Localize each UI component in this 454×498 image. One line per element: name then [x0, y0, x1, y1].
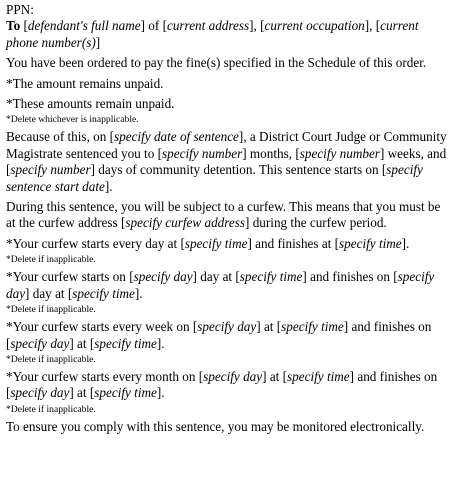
daily-text-1: *Your curfew starts every day at [ [6, 235, 185, 251]
monthly-text-4: ] at [ [69, 385, 95, 401]
sentence-text-4: ] weeks, and [ [6, 145, 447, 178]
monthly-text-2: ] at [ [262, 368, 288, 384]
monthly-start-day-placeholder: specify day [203, 368, 263, 384]
sentence-text-5: ] days of community detention. This sentence starts on [ [90, 162, 387, 178]
months-placeholder: specify number [162, 145, 243, 161]
curfew-paragraph [6, 199, 448, 232]
ordered-paragraph: You have been ordered to pay the fine(s) specified in the Schedule of this order. [6, 55, 427, 71]
sentence-text-2: ], a District Court Judge or Community Magistrate sentenced you to [ [6, 129, 447, 161]
curfew-text-2: ] during the curfew period. [245, 215, 387, 231]
sentence-text-6: ]. [104, 178, 113, 194]
delete-if-note-1: *Delete if inapplicable. [6, 254, 96, 266]
onday-text-5: ]. [134, 285, 143, 301]
onday-end-day-placeholder: specify day [6, 269, 435, 301]
ppn-label: PPN: [6, 2, 34, 17]
onday-end-time-placeholder: specify time [72, 285, 135, 301]
daily-start-time-placeholder: specify time [184, 235, 248, 251]
option-amount-unpaid: *The amount remains unpaid. [6, 75, 164, 91]
monitoring-paragraph: To ensure you comply with this sentence, you may be monitored electronically. [6, 418, 425, 434]
current-address-placeholder: current address [166, 18, 250, 34]
monthly-text-1: *Your curfew starts every month on [ [6, 368, 204, 384]
sentence-text-3: ] months, [ [242, 145, 300, 161]
delete-if-note-3: *Delete if inapplicable. [6, 353, 96, 365]
option-amounts-unpaid: *These amounts remain unpaid. [6, 96, 175, 112]
weekly-text-1: *Your curfew starts every week on [ [6, 319, 198, 335]
weekly-start-day-placeholder: specify day [197, 319, 257, 335]
daily-text-2: ] and finishes at [ [247, 235, 340, 251]
onday-text-3: ] and finishes on [ [302, 269, 398, 285]
delete-if-note-2: *Delete if inapplicable. [6, 304, 96, 316]
days-placeholder: specify number [10, 162, 91, 178]
onday-text-4: ] day at [ [25, 285, 73, 301]
weekly-text-5: ]. [156, 335, 165, 351]
monthly-end-time-placeholder: specify time [94, 385, 157, 401]
curfew-monthly-option [6, 369, 448, 402]
daily-text-3: ]. [401, 235, 410, 251]
weekly-start-time-placeholder: specify time [281, 319, 344, 335]
monthly-end-day-placeholder: specify day [10, 385, 70, 401]
curfew-onday-option [6, 269, 448, 302]
curfew-weekly-option [6, 319, 448, 352]
curfew-daily-option [6, 236, 448, 252]
delete-if-note-4: *Delete if inapplicable. [6, 403, 96, 415]
intro-paragraph: To [defendant's full name] of [current address], [current occupation], [current phone number(s)] [6, 18, 419, 50]
defendant-name-placeholder: defendant's full name [27, 18, 141, 34]
monthly-start-time-placeholder: specify time [287, 368, 350, 384]
onday-text-1: *Your curfew starts on [ [6, 269, 134, 285]
weekly-text-2: ] at [ [256, 319, 282, 335]
current-occupation-placeholder: current occupation [264, 18, 365, 34]
phone-number-placeholder: current phone number(s) [6, 18, 419, 50]
sentence-paragraph [6, 129, 448, 195]
sentence-start-placeholder: specify sentence start date [6, 162, 423, 194]
curfew-address-placeholder: specify curfew address [125, 215, 246, 231]
delete-whichever-note: *Delete whichever is inapplicable. [6, 114, 139, 126]
onday-start-day-placeholder: specify day [133, 269, 193, 285]
onday-text-2: ] day at [ [192, 269, 240, 285]
weeks-placeholder: specify number [299, 145, 380, 161]
daily-end-time-placeholder: specify time [339, 235, 402, 251]
curfew-text-1: During this sentence, you will be subject to a curfew. This means that you must be at the curfew address [ [6, 199, 441, 231]
weekly-end-day-placeholder: specify day [10, 335, 70, 351]
sentence-date-placeholder: specify date of sentence [114, 129, 239, 145]
to-label: To [6, 18, 21, 34]
sentence-text-1: Because of this, on [ [6, 129, 115, 145]
weekly-end-time-placeholder: specify time [94, 335, 157, 351]
weekly-text-4: ] at [ [69, 335, 95, 351]
monthly-text-5: ]. [156, 385, 165, 401]
monthly-text-3: ] and finishes on [ [6, 368, 438, 401]
weekly-text-3: ] and finishes on [ [6, 319, 432, 351]
onday-start-time-placeholder: specify time [239, 269, 303, 285]
